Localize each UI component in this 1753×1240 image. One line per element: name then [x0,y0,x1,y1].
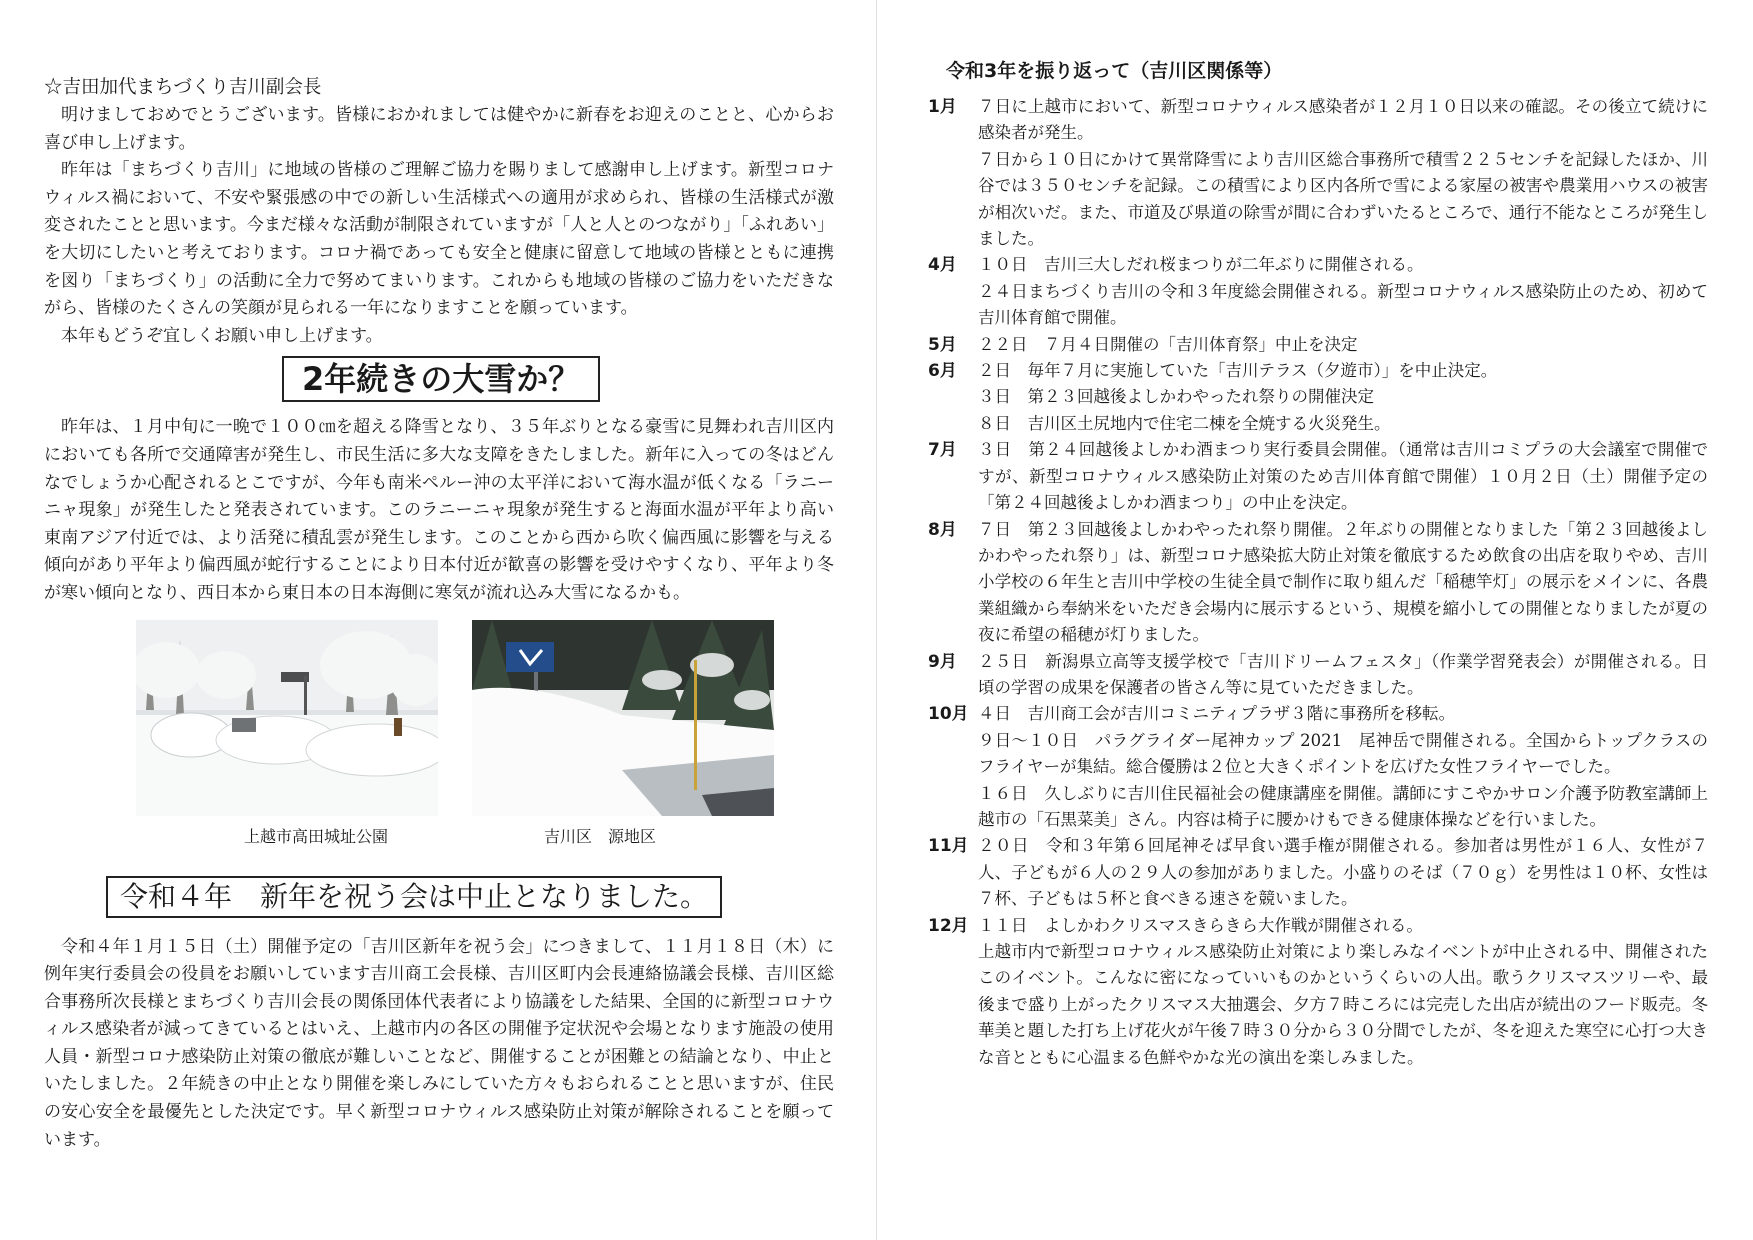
month-row-sep [928,649,1708,702]
month-row-jun [928,358,1708,437]
newyear-paragraph: 令和４年１月１５日（土）開催予定の「吉川区新年を祝う会」につきまして、１１月１８日（木）に例年実行委員会の役員をお願いしています吉川商工会長様、吉川区町内会長連絡協議会長様、吉川区総合事務所次長様とまちづくり吉川会長の関係団体代表者により協議をした結果、全国的に新型コロナウィルス感染者が減ってきているとはいえ、上越市内の各区の開催予定状況や会場となります施設の使用人員・新型コロナ感染防止対策の徹底が難しいことなど、開催することが困難との結論となり、中止といたしました。２年続きの中止となり開催を楽しみにしていた方々もおられることと思いますが、住民の安心安全を最優先とした決定です。早く新型コロナウィルス感染防止対策が解除されることを願っています。 [44,936,834,1150]
greeting-paragraph: 明けましておめでとうございます。皆様におかれましては健やかに新春をお迎えのことと、心からお喜び申し上げます。 [44,105,834,153]
event-text: 上越市内で新型コロナウィルス感染防止対策により楽しみなイベントが中止される中、開催されたこのイベント。こんなに密になっていいものかというくらいの人出。歌うクリスマスツリーや、最後まで盛り上がったクリスマス大抽選会、夕方７時ころには完売した出店が続出のフード販売。冬華美と題した打ち上げ花火が午後７時３０分から３０分間でしたが、冬を迎えた寒空に心打つ大きな音とともに心温まる色鮮やかな光の演出を楽しみました。 [978,942,1708,1067]
month-label: 7月 [928,440,957,461]
event-text: ４日 吉川商工会が吉川コミニティプラザ３階に事務所を移転。 [978,704,1456,724]
month-label: 9月 [928,651,957,672]
month-row-oct [928,701,1708,833]
month-row-jan [928,94,1708,252]
event-text: ２日 毎年７月に実施していた「吉川テラス（夕遊市）」を中止決定。 [978,361,1498,381]
left-page [0,0,876,1240]
event-text: ７日 第２３回越後よしかわやったれ祭り開催。２年ぶりの開催となりました「第２３回越後よしかわやったれ祭り」は、新型コロナ感染拡大防止対策を徹底するため飲食の出店を取りやめ、吉川小学校の６年生と吉川中学校の生徒全員で制作に取り組んだ「稲穂竿灯」の展示をメインに、各農業組織から奉納米をいただき会場内に展示するという、規模を縮小しての開催となりましたが夏の夜に希望の稲穂が灯りました。 [978,519,1708,645]
left-column [44,74,834,1154]
snow-headline: 2年続きの大雪か？ [282,356,600,402]
photo-caption: 吉川区 源地区 [544,826,657,846]
month-label: 8月 [928,519,957,540]
event-text: １６日 久しぶりに吉川住民福祉会の健康講座を開催。講師にすこやかサロン介護予防教室講師上越市の「石黒菜美」さん。内容は椅子に腰かけもできる健康体操などを行いました。 [978,783,1708,829]
event-text: ８日 吉川区土尻地内で住宅二棟を全焼する火災発生。 [978,413,1391,433]
month-label: 6月 [928,361,957,382]
month-label: 11月 [928,836,969,857]
month-row-aug [928,517,1708,649]
month-label: 10月 [928,704,969,725]
right-column [928,56,1708,1071]
event-text: ２４日まちづくり吉川の令和３年度総会開催される。新型コロナウィルス感染防止のため、初めて吉川体育館で開催。 [978,281,1708,328]
newyear-headline: 令和４年 新年を祝う会は中止となりました。 [106,876,722,918]
review-title: 令和3年を振り返って（吉川区関係等） [946,60,1283,82]
photo-row [44,620,834,852]
newyear-section [44,870,834,1155]
event-text: ３日 第２４回越後よしかわ酒まつり実行委員会開催。（通常は吉川コミプラの大会議室で開催ですが、新型コロナウィルス感染防止対策のため吉川体育館で開催）１０月２日（土）開催予定の「第２４回越後よしかわ酒まつり」の中止を決定。 [978,440,1708,513]
event-text: ２５日 新潟県立高等支援学校で「吉川ドリームフェスタ」（作業学習発表会）が開催される。日頃の学習の成果を保護者の皆さん等に見ていただきました。 [978,651,1708,697]
event-text: １１日 よしかわクリスマスきらきら大作戦が開催される。 [978,915,1423,935]
event-text: ７日から１０日にかけて異常降雪により吉川区総合事務所で積雪２２５センチを記録したほか、川谷では３５０センチを記録。この積雪により区内各所で雪による家屋の被害や農業用ハウスの被害が相次いだ。また、市道及び県道の除雪が間に合わずいたるところで、通行不能なところが発生しました。 [978,149,1708,249]
greeting-heading: ☆吉田加代まちづくり吉川副会長 [44,77,322,98]
event-text: ２２日 ７月４日開催の「吉川体育祭」中止を決定 [978,334,1358,354]
event-text: １０日 吉川三大しだれ桜まつりが二年ぶりに開催される。 [978,255,1424,275]
month-row-nov [928,833,1708,912]
month-row-apr [928,252,1708,331]
event-text: ２０日 令和３年第６回尾神そば早食い選手権が開催される。参加者は男性が１６人、女性が７人、子どもが６人の２９人の参加がありました。小盛りのそば（７０ｇ）を男性は１０杯、女性は７杯、子どもは５杯と食べきる速さを競いました。 [978,836,1708,909]
photo-yoshikawa-genchi [472,620,774,816]
month-row-may [928,332,1708,358]
event-text: ９日～１０日 パラグライダー尾神カップ 2021 尾神岳で開催される。全国からトップクラスのフライヤーが集結。総合優勝は２位と大きくポイントを広げた女性フライヤーでした。 [978,730,1708,777]
month-label: 4月 [928,255,957,276]
snow-section [44,350,834,851]
greeting-section [44,74,834,350]
month-label: 1月 [928,97,957,117]
month-label: 12月 [928,915,969,936]
month-label: 5月 [928,334,957,355]
event-text: ３日 第２３回越後よしかわやったれ祭りの開催決定 [978,387,1374,407]
greeting-paragraph: 本年もどうぞ宜しくお願い申し上げます。 [61,325,383,346]
photo-takada-castle-park [136,620,438,816]
snow-paragraph: 昨年は、１月中旬に一晩で１００㎝を超える降雪となり、３５年ぶりとなる豪雪に見舞われ吉川区内においても各所で交通障害が発生し、市民生活に多大な支障をきたしました。新年に入っての冬はどんなでしょうか心配されるとこですが、今年も南米ペルー沖の太平洋において海水温が低くなる「ラニーニャ現象」が発生したと発表されています。このラニーニャ現象が発生すると海面水温が平年より高い東南アジア付近では、より活発に積乱雲が発生します。このことから西から吹く偏西風に影響を与える傾向があり平年より偏西風が蛇行することにより日本付近が歓喜の影響を受けやすくなり、平年より冬が寒い傾向となり、西日本から東日本の日本海側に寒気が流れ込み大雪になるかも。 [44,417,834,603]
event-text: ７日に上越市において、新型コロナウィルス感染者が１２月１０日以来の確認。その後立て続けに感染者が発生。 [978,97,1708,143]
month-row-jul [928,437,1708,516]
month-row-dec [928,913,1708,1071]
greeting-paragraph: 昨年は「まちづくり吉川」に地域の皆様のご理解ご協力を賜りまして感謝申し上げます。新型コロナウィルス禍において、不安や緊張感の中での新しい生活様式への適用が求められ、皆様の生活様式が激変されたことと思います。今まだ様々な活動が制限されていますが「人と人とのつながり」「ふれあい」を大切にしたいと考えております。コロナ禍であっても安全と健康に留意して地域の皆様とともに連携を図り「まちづくり」の活動に全力で努めてまいります。これからも地域の皆様のご協力をいただきながら、皆様のたくさんの笑顔が見られる一年になりますことを願っています。 [44,160,834,319]
photo-caption: 上越市高田城址公園 [244,826,389,846]
